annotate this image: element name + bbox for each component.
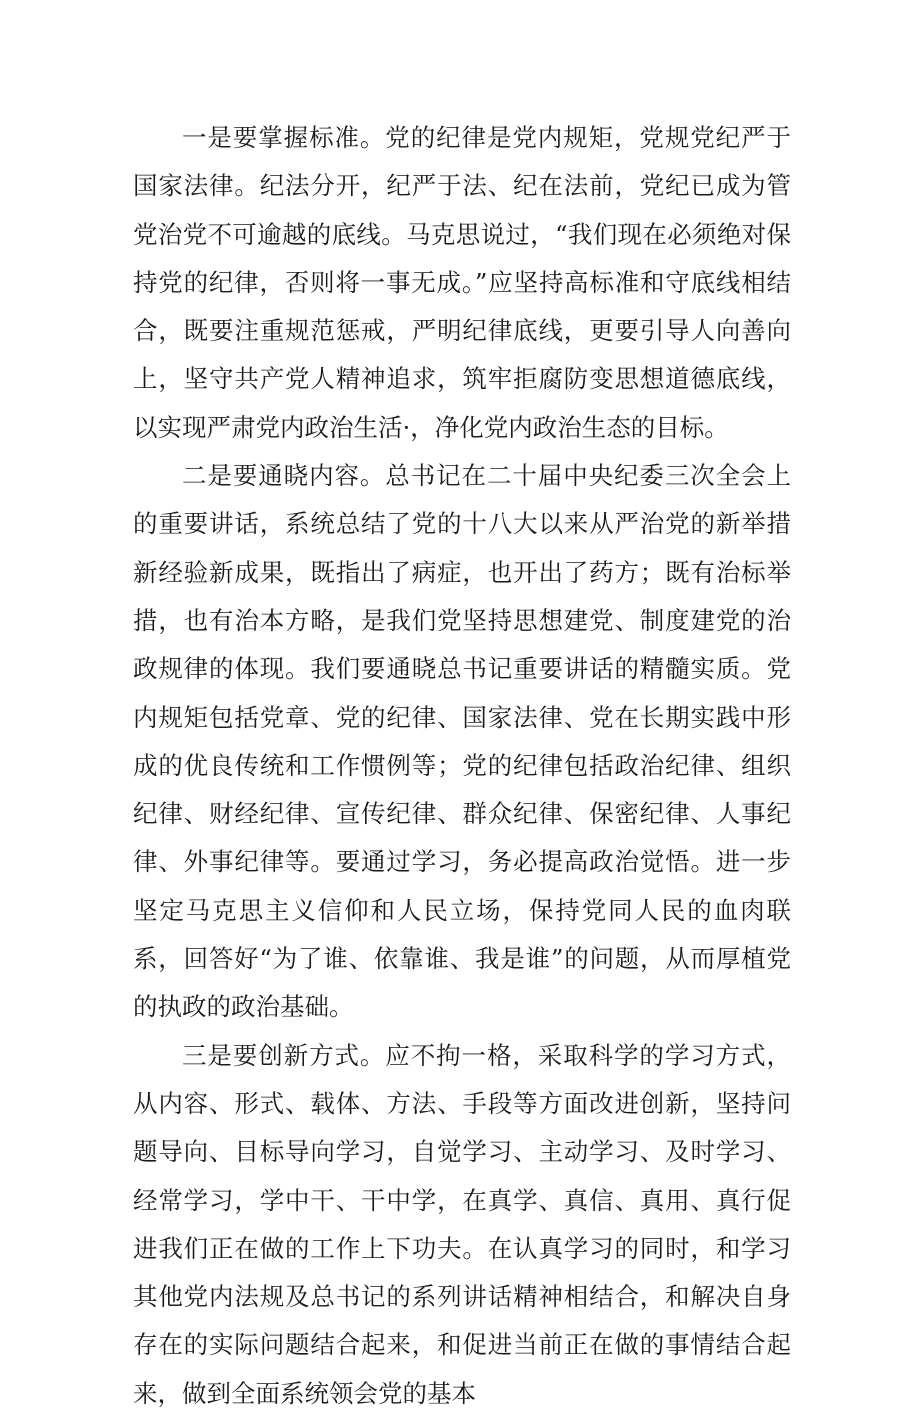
document-body <box>133 114 791 1418</box>
paragraph-master-standards: 一是要掌握标准。党的纪律是党内规矩，党规党纪严于国家法律。纪法分开，纪严于法、纪在法前，党纪已成为管党治党不可逾越的底线。马克思说过，“我们现在必须绝对保持党的纪律，否则将一事无成。”应坚持高标准和守底线相结合，既要注重规范惩戒，严明纪律底线，更要引导人向善向上，坚守共产党人精神追求，筑牢拒腐防变思想道德底线，以实现严肃党内政治生活·，净化党内政治生态的目标。 <box>133 123 791 442</box>
paragraph-understand-content: 二是要通晓内容。总书记在二十届中央纪委三次全会上的重要讲话，系统总结了党的十八大以来从严治党的新举措新经验新成果，既指出了病症，也开出了药方；既有治标举措，也有治本方略，是我们党坚持思想建党、制度建党的治政规律的体现。我们要通晓总书记重要讲话的精髓实质。党内规矩包括党章、党的纪律、国家法律、党在长期实践中形成的优良传统和工作惯例等；党的纪律包括政治纪律、组织纪律、财经纪律、宣传纪律、群众纪律、保密纪律、人事纪律、外事纪律等。要通过学习，务必提高政治觉悟。进一步坚定马克思主义信仰和人民立场，保持党同人民的血肉联系，回答好“为了谁、依靠谁、我是谁”的问题，从而厚植党的执政的政治基础。 <box>133 461 791 1022</box>
paragraph-innovate-methods: 三是要创新方式。应不拘一格，采取科学的学习方式，从内容、形式、载体、方法、手段等方面改进创新，坚持问题导向、目标导向学习，自觉学习、主动学习、及时学习、经常学习，学中干、干中学，在真学、真信、真用、真行促进我们正在做的工作上下功夫。在认真学习的同时，和学习其他党内法规及总书记的系列讲话精神相结合，和解决自身存在的实际问题结合起来，和促进当前正在做的事情结合起来，做到全面系统领会党的基本 <box>133 1040 791 1408</box>
